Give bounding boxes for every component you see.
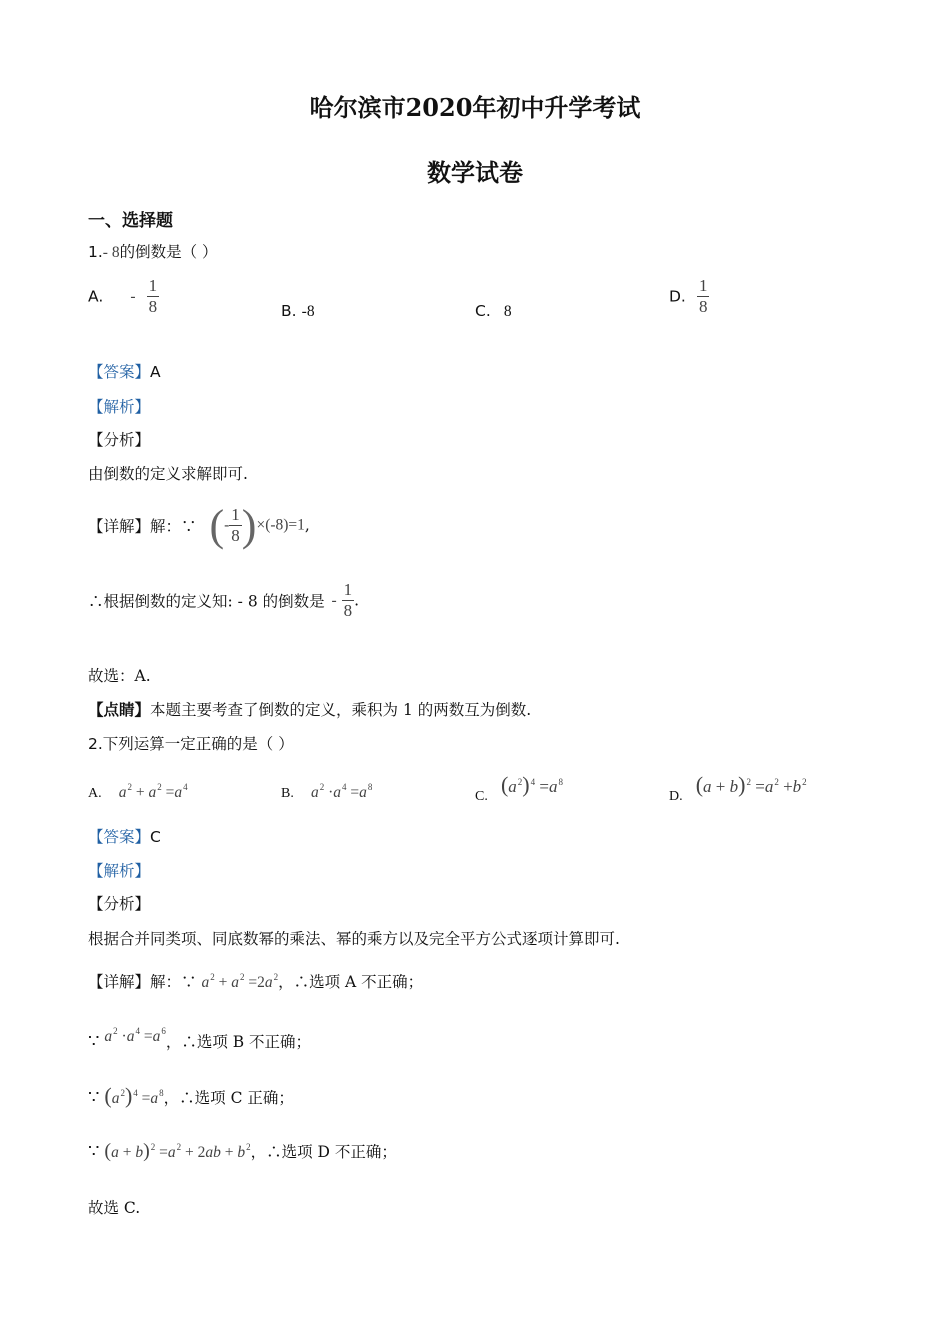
answer-tag: 【答案】 [88, 828, 151, 846]
q2-stem-text: 下列运算一定正确的是（ ） [102, 735, 294, 753]
answer-value: A [150, 363, 161, 381]
q1-fenxi-tag: 【分析】 [88, 431, 151, 449]
option-label: A. [88, 287, 104, 306]
q1-analysis-tag: 【解析】 [88, 398, 151, 416]
q2-detail-line-1: 【详解】解：∵ $a^2 + a^2 =2a^2$，∴选项 A 不正确； [88, 972, 424, 991]
page-subtitle: 数学试卷 [427, 158, 523, 187]
q2-fenxi-tag: 【分析】 [88, 895, 151, 913]
q1-option-c [475, 301, 512, 321]
fraction-neg-one-eighth: $\frac{1}{8}$ [148, 276, 158, 316]
q2-analysis-tag: 【解析】 [88, 862, 151, 880]
conclusion-text: ∴根据倒数的定义知: - 8 的倒数是 [88, 592, 325, 611]
q1-detail: 【详解】解：∵ (- $\frac{1}{8}$ )×(-8)=1, [88, 501, 310, 550]
because-symbol: ∵ [88, 1141, 100, 1162]
q1-fenxi-text: 由倒数的定义求解即可. [88, 465, 248, 483]
detail-tag: 【详解】 [88, 517, 151, 536]
q2-detail-line-2: ∵ $a^2 \cdot a^4 =a^6$，∴选项 B 不正确； [88, 1026, 312, 1052]
q1-option-b [281, 301, 315, 321]
q1-choice: 故选：A. [88, 667, 151, 685]
fraction-one-eighth: $\frac{1}{8}$ [698, 276, 708, 316]
q1-answer [88, 360, 161, 382]
detail-prefix: 解：∵ [150, 517, 197, 536]
q2-option-d: D. $(a + b)^2 =a^2 +b^2$ [669, 772, 807, 804]
because-symbol: ∵ [88, 1087, 100, 1108]
option-label: C. [475, 789, 488, 804]
section-heading: 一、选择题 [88, 211, 173, 231]
dianjing-tag: 【点睛】 [88, 700, 151, 719]
q1-stem-value: - 8 [102, 244, 120, 261]
option-label: D. [669, 789, 683, 804]
q1-stem [88, 240, 218, 262]
detail-text: ，∴选项 D 不正确； [250, 1143, 397, 1161]
q2-detail-line-3: ∵ $(a^2)^4 =a^8$，∴选项 C 正确； [88, 1083, 294, 1108]
option-label: B. [281, 786, 294, 801]
q2-option-b: B. $a^2 \cdot a^4 =a^8$ [281, 782, 373, 801]
q1-number: 1. [88, 243, 103, 261]
q2-detail-line-4: ∵ $(a + b)^2 =a^2 + 2ab + b^2$，∴选项 D 不正确； [88, 1140, 397, 1162]
q2-number: 2. [88, 735, 103, 753]
q2-option-a: A. $a^2 + a^2 =a^4$ [88, 782, 188, 801]
detail-suffix: , [304, 516, 310, 535]
detail-text: ，∴选项 A 不正确； [278, 973, 424, 991]
q1-stem-text: 的倒数是（ ） [119, 243, 218, 261]
detail-text: ，∴选项 B 不正确； [165, 1033, 312, 1051]
q1-conclusion: ∴根据倒数的定义知: - 8 的倒数是 - $\frac{1}{8}$ . [88, 580, 360, 620]
answer-value: C [150, 828, 161, 846]
q1-option-a: A. - $\frac{1}{8}$ [88, 276, 158, 316]
q2-option-c: C. $(a^2)^4 =a^8$ [475, 772, 563, 804]
option-label: C. [475, 302, 491, 320]
option-value: 8 [503, 303, 512, 320]
q2-fenxi-text: 根据合并同类项、同底数幂的乘法、幂的乘方以及完全平方公式逐项计算即可. [88, 930, 620, 948]
q1-dianjing [88, 698, 531, 720]
because-symbol: ∵ [88, 1031, 100, 1052]
q2-stem [88, 732, 294, 754]
detail-tag: 【详解】 [88, 973, 151, 991]
option-label: D. [669, 287, 686, 306]
option-label: A. [88, 786, 102, 801]
option-value: -8 [301, 303, 315, 320]
detail-prefix: 解：∵ [150, 973, 197, 991]
q1-option-d [669, 276, 709, 317]
fraction-neg-one-eighth: $\frac{1}{8}$ [343, 580, 353, 620]
dianjing-text: 本题主要考查了倒数的定义，乘积为 1 的两数互为倒数. [150, 701, 532, 719]
answer-tag: 【答案】 [88, 363, 151, 381]
detail-text: ，∴选项 C 正确； [163, 1089, 294, 1107]
page-title: 哈尔滨市2020年初中升学考试 [309, 93, 641, 122]
option-label: B. [281, 302, 297, 320]
q2-choice: 故选 C. [88, 1199, 141, 1217]
fraction-one-eighth: $\frac{1}{8}$ [231, 505, 240, 545]
conclusion-suffix: . [354, 591, 360, 610]
q2-answer [88, 825, 161, 847]
